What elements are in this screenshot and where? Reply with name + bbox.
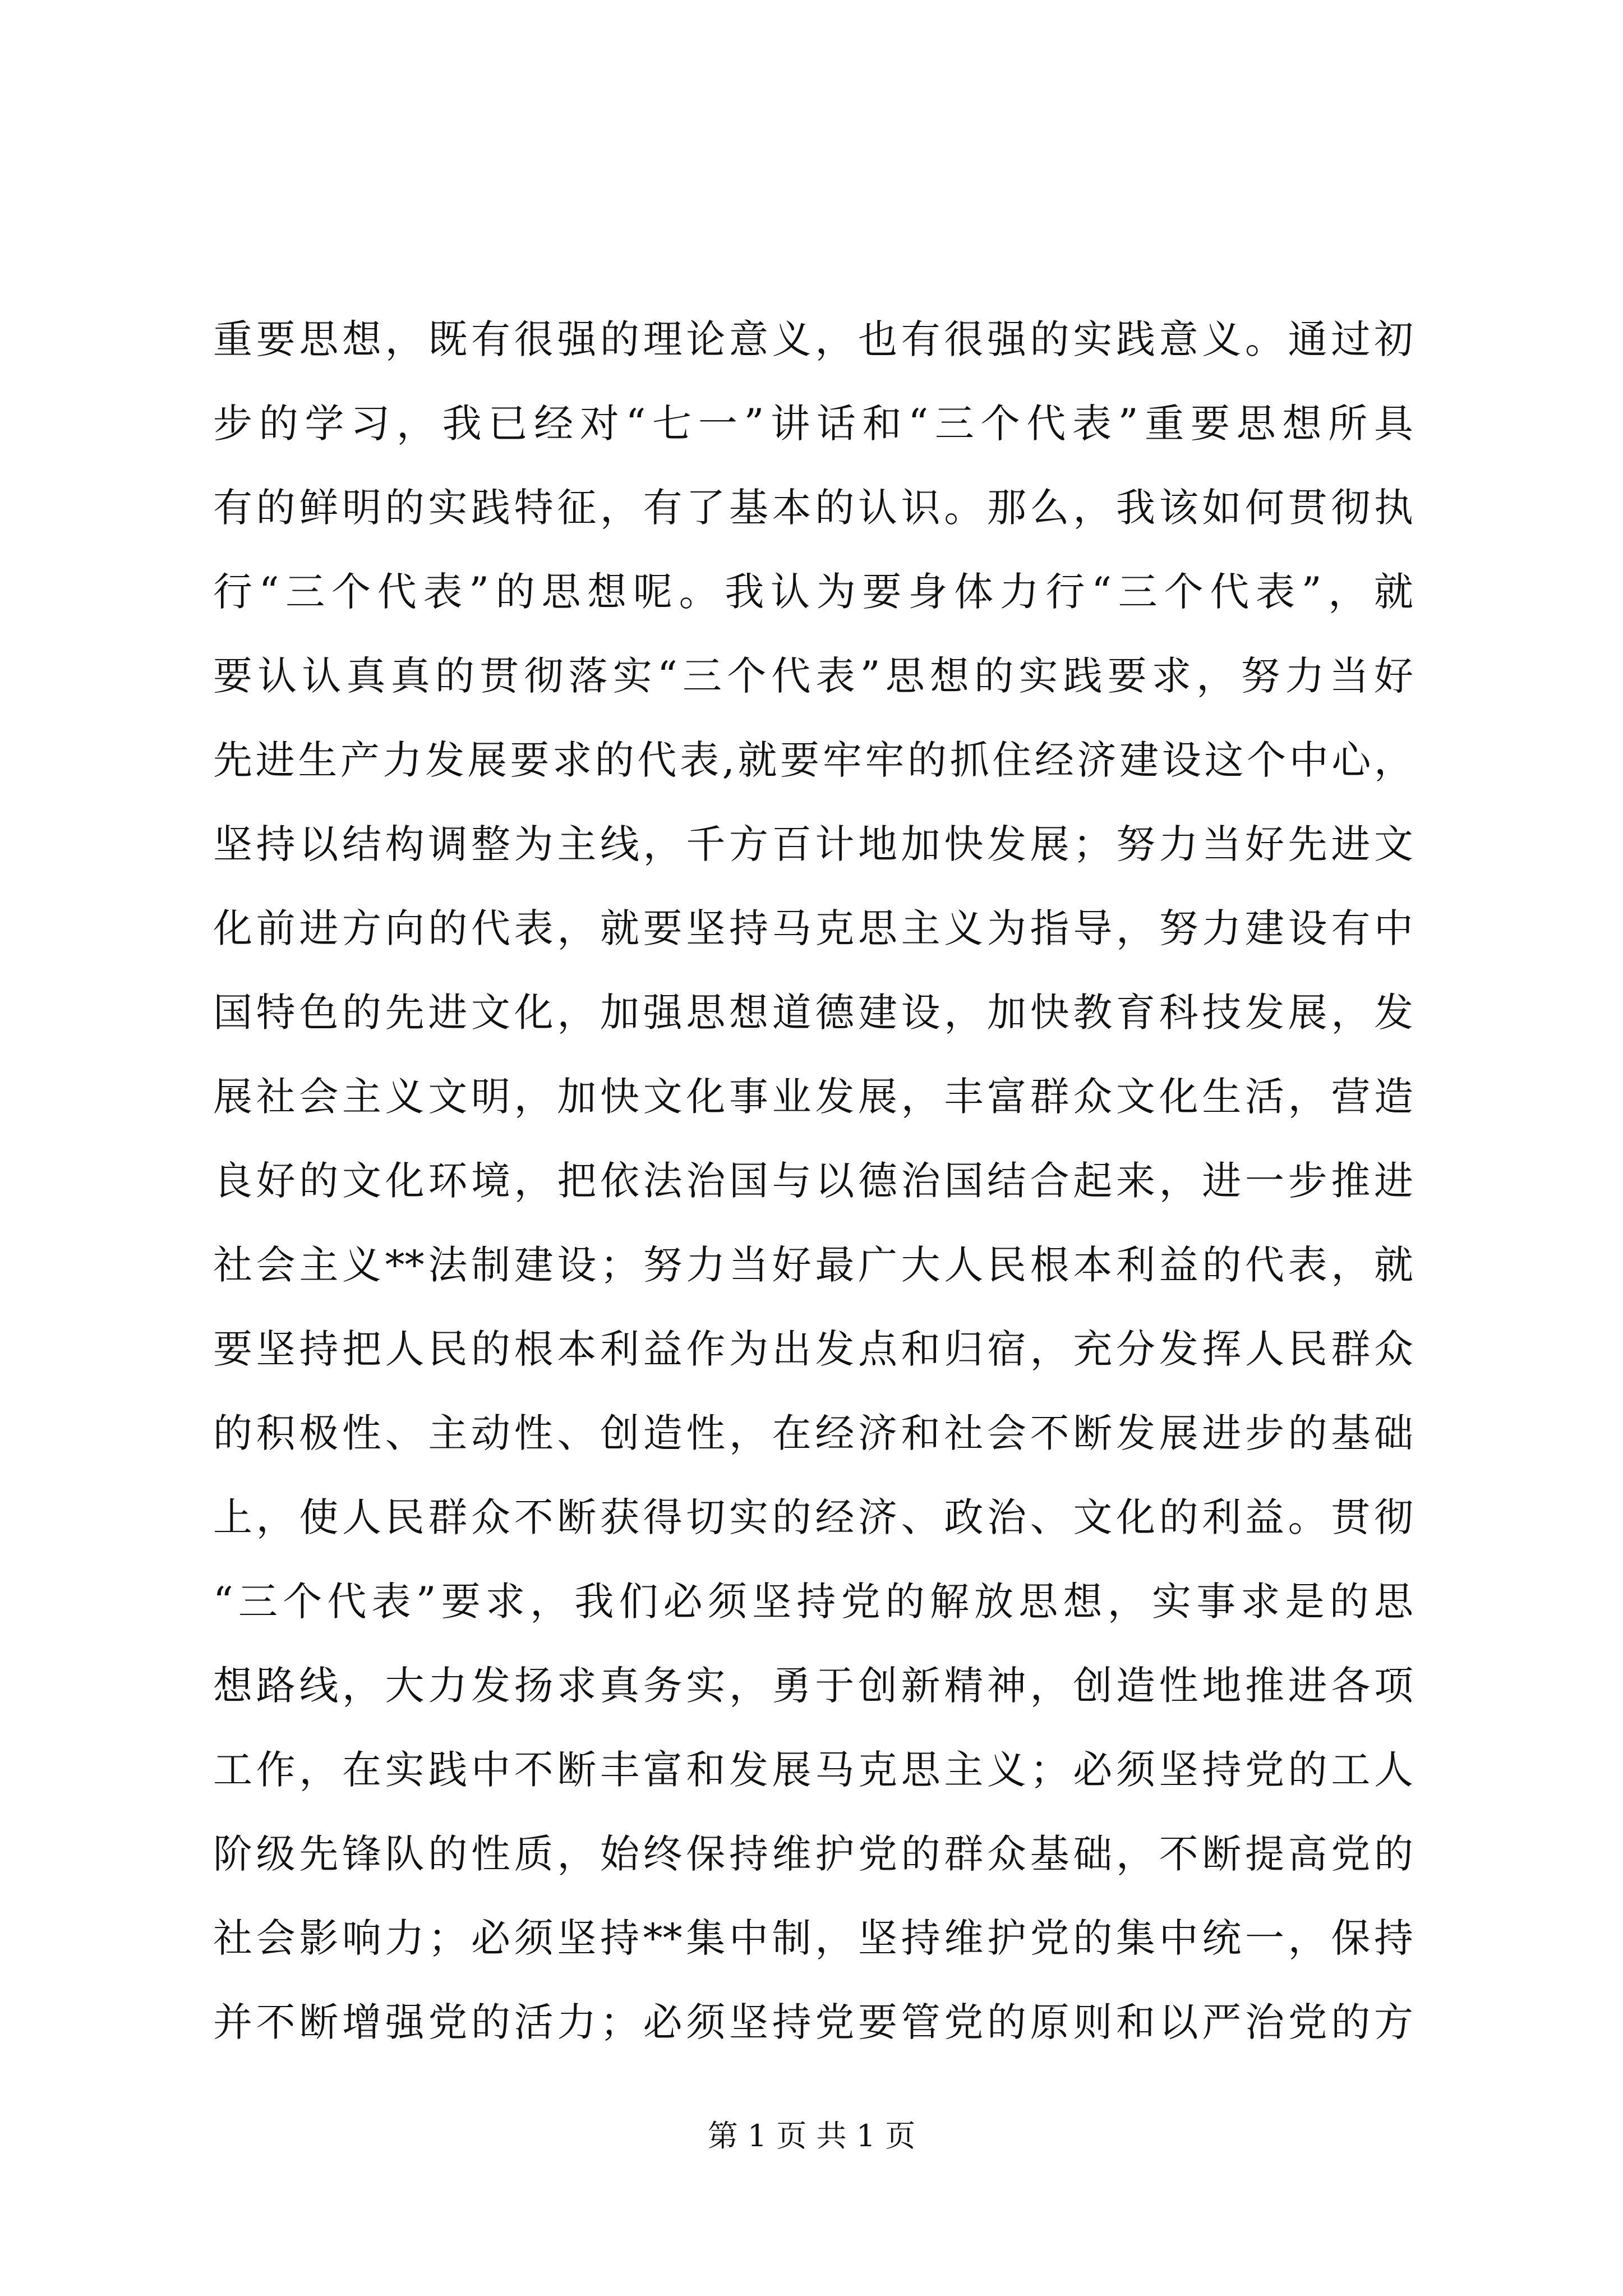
text-line: 想路线，大力发扬求真务实，勇于创新精神，创造性地推进各项: [213, 1663, 1413, 1709]
text-line: 行“三个代表”的思想呢。我认为要身体力行“三个代表”，就: [213, 569, 1413, 615]
text-line: 坚持以结构调整为主线，千方百计地加快发展；努力当好先进文: [213, 821, 1413, 867]
text-line: 有的鲜明的实践特征，有了基本的认识。那么，我该如何贯彻执: [213, 485, 1413, 531]
text-line: 展社会主义文明，加快文化事业发展，丰富群众文化生活，营造: [213, 1074, 1413, 1120]
text-line: 上，使人民群众不断获得切实的经济、政治、文化的利益。贯彻: [213, 1494, 1413, 1540]
text-line: 社会影响力；必须坚持**集中制，坚持维护党的集中统一，保持: [213, 1915, 1413, 1961]
text-line: 并不断增强党的活力；必须坚持党要管党的原则和以严治党的方: [213, 1999, 1413, 2045]
text-line: 阶级先锋队的性质，始终保持维护党的群众基础，不断提高党的: [213, 1831, 1413, 1877]
text-line: 步的学习，我已经对“七一”讲话和“三个代表”重要思想所具: [213, 401, 1413, 447]
text-line: 良好的文化环境，把依法治国与以德治国结合起来，进一步推进: [213, 1158, 1413, 1204]
text-line: 国特色的先进文化，加强思想道德建设，加快教育科技发展，发: [213, 990, 1413, 1036]
text-line: 的积极性、主动性、创造性，在经济和社会不断发展进步的基础: [213, 1410, 1413, 1456]
page-number-footer: 第 1 页 共 1 页: [707, 2118, 916, 2154]
text-line: “三个代表”要求，我们必须坚持党的解放思想，实事求是的思: [213, 1579, 1413, 1625]
text-line: 工作，在实践中不断丰富和发展马克思主义；必须坚持党的工人: [213, 1747, 1413, 1793]
text-line: 先进生产力发展要求的代表,就要牢牢的抓住经济建设这个中心，: [213, 737, 1413, 783]
text-line: 重要思想，既有很强的理论意义，也有很强的实践意义。通过初: [213, 316, 1413, 362]
text-line: 要坚持把人民的根本利益作为出发点和归宿，充分发挥人民群众: [213, 1326, 1413, 1372]
text-line: 要认认真真的贯彻落实“三个代表”思想的实践要求，努力当好: [213, 653, 1413, 699]
text-line: 化前进方向的代表，就要坚持马克思主义为指导，努力建设有中: [213, 905, 1413, 951]
body-text: [213, 297, 1413, 2064]
text-line: 社会主义**法制建设；努力当好最广大人民根本利益的代表，就: [213, 1242, 1413, 1288]
